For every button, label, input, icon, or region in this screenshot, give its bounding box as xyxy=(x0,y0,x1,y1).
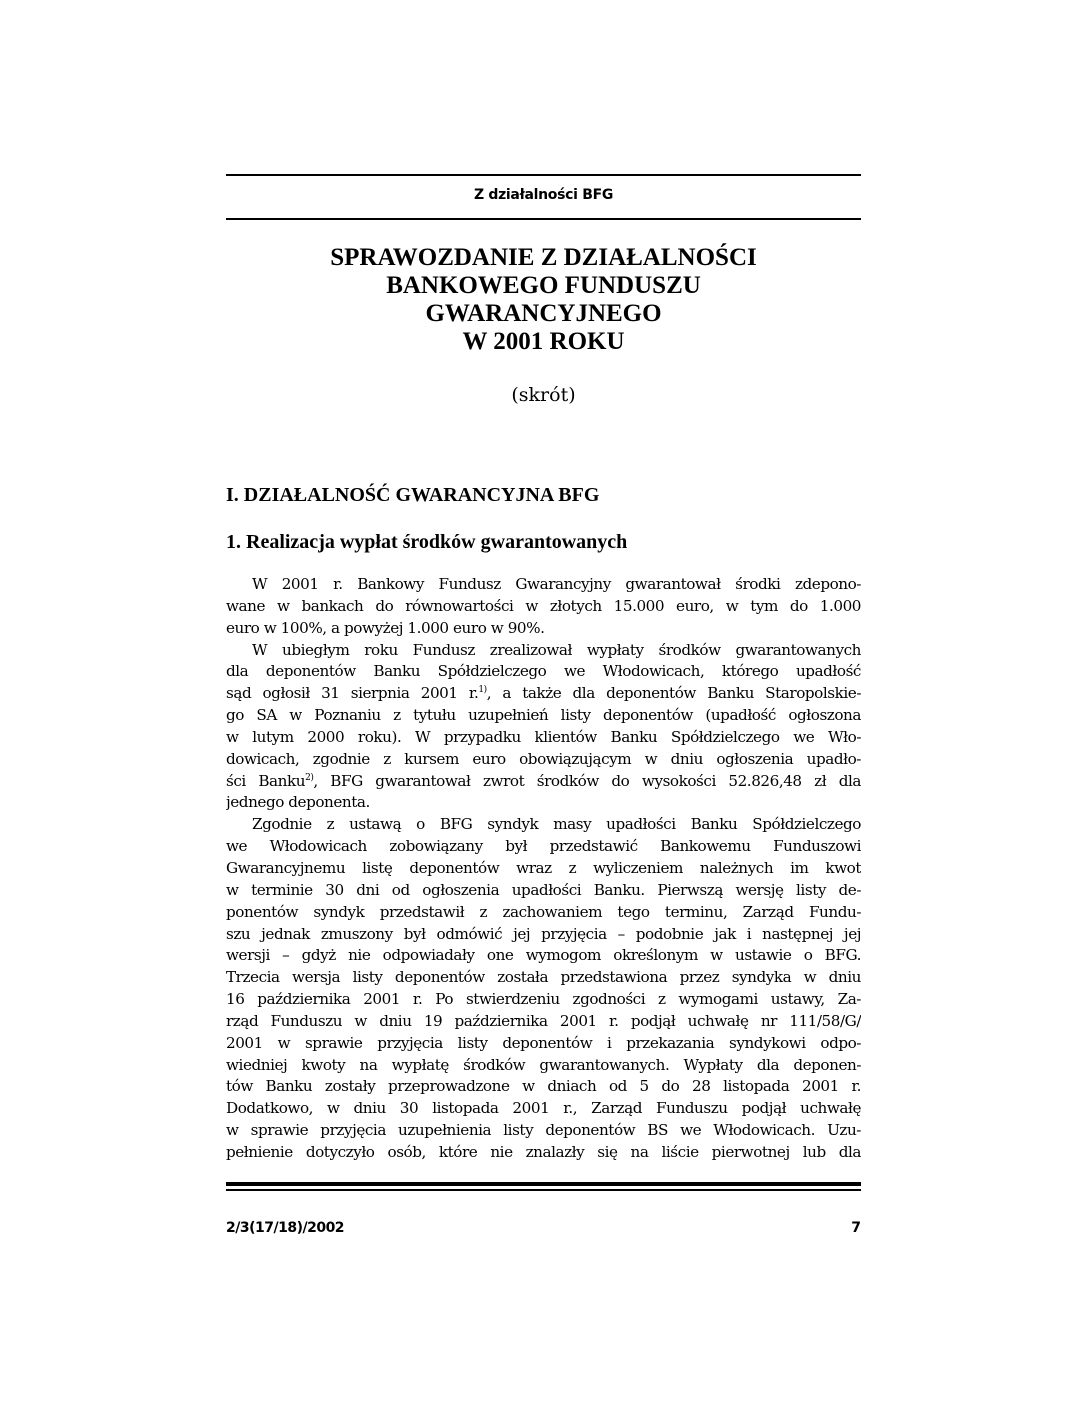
body-line: go SA w Poznaniu z tytułu uzupełnień listy deponentów (upadłość ogłoszona xyxy=(226,706,861,725)
body-line: Dodatkowo, w dniu 30 listopada 2001 r., Zarząd Funduszu podjął uchwałę xyxy=(226,1099,861,1118)
body-line: 2001 w sprawie przyjęcia listy deponentów i przekazania syndykowi odpo- xyxy=(226,1033,861,1052)
footer-thick-rule xyxy=(226,1182,861,1186)
body-line-text: , a także dla deponentów Banku Staropolskie- xyxy=(486,684,861,703)
section-heading: I. DZIAŁALNOŚĆ GWARANCYJNA BFG xyxy=(226,484,600,506)
body-line: ponentów syndyk przedstawił z zachowaniem tego terminu, Zarząd Fundu- xyxy=(226,902,861,921)
running-head: Z działalności BFG xyxy=(473,187,614,203)
body-line: 16 października 2001 r. Po stwierdzeniu zgodności z wymogami ustawy, Za- xyxy=(226,990,861,1009)
body-line: Trzecia wersja listy deponentów została przedstawiona przez syndyka w dniu xyxy=(226,968,861,987)
body-line: wane w bankach do równowartości w złotych 15.000 euro, w tym do 1.000 xyxy=(226,596,861,615)
document-subtitle: (skrót) xyxy=(511,384,576,406)
body-line: dla deponentów Banku Spółdzielczego we Włodowicach, którego upadłość xyxy=(226,662,861,681)
body-line: wiedniej kwoty na wypłatę środków gwarantowanych. Wypłaty dla deponen- xyxy=(226,1055,861,1074)
issue-number: 2/3(17/18)/2002 xyxy=(226,1220,345,1236)
body-line: szu jednak zmuszony był odmówić jej przyjęcia – podobnie jak i następnej jej xyxy=(226,924,861,943)
document-page xyxy=(226,0,861,1408)
body-line: wersji – gdyż nie odpowiadały one wymogom określonym w ustawie o BFG. xyxy=(226,946,861,965)
body-line-text: sąd ogłosił 31 sierpnia 2001 r. xyxy=(226,684,479,703)
body-line: jednego deponenta. xyxy=(226,793,370,812)
title-line: SPRAWOZDANIE Z DZIAŁALNOŚCI xyxy=(330,244,757,271)
body-line xyxy=(226,683,861,705)
header-top-rule xyxy=(226,174,861,176)
title-line: W 2001 ROKU xyxy=(462,328,625,355)
page-number: 7 xyxy=(851,1220,861,1236)
title-line: BANKOWEGO FUNDUSZU xyxy=(386,272,701,299)
body-line: we Włodowicach zobowiązany był przedstawić Bankowemu Funduszowi xyxy=(226,837,861,856)
body-line-text: , BFG gwarantował zwrot środków do wysokości 52.826,48 zł dla xyxy=(313,771,861,790)
footnote-marker[interactable]: 2) xyxy=(305,772,314,783)
body-line: Gwarancyjnemu listę deponentów wraz z wyliczeniem należnych im kwot xyxy=(226,858,861,877)
header-bottom-rule xyxy=(226,218,861,220)
subsection-heading: 1. Realizacja wypłat środków gwarantowanych xyxy=(226,531,628,553)
document-title xyxy=(226,244,861,356)
body-line: pełnienie dotyczyło osób, które nie znalazły się na liście pierwotnej lub dla xyxy=(226,1142,861,1161)
body-line xyxy=(226,771,861,793)
title-line: GWARANCYJNEGO xyxy=(425,300,662,327)
body-line: w terminie 30 dni od ogłoszenia upadłości Banku. Pierwszą wersję listy de- xyxy=(226,880,861,899)
body-line: W ubiegłym roku Fundusz zrealizował wypłaty środków gwarantowanych xyxy=(252,640,861,659)
body-line: rząd Funduszu w dniu 19 października 2001 r. podjął uchwałę nr 111/58/G/ xyxy=(226,1011,861,1030)
body-line: Zgodnie z ustawą o BFG syndyk masy upadłości Banku Spółdzielczego xyxy=(252,815,861,834)
body-line: w lutym 2000 roku). W przypadku klientów Banku Spółdzielczego we Wło- xyxy=(226,727,861,746)
body-line-text: ści Banku xyxy=(226,771,306,790)
body-text xyxy=(226,574,861,1164)
body-line: W 2001 r. Bankowy Fundusz Gwarancyjny gwarantował środki zdepono- xyxy=(252,575,861,593)
footnote-marker[interactable]: 1) xyxy=(478,685,487,696)
body-line: w sprawie przyjęcia uzupełnienia listy deponentów BS we Włodowicach. Uzu- xyxy=(226,1121,861,1140)
body-line: euro w 100%, a powyżej 1.000 euro w 90%. xyxy=(226,618,545,637)
body-line: dowicach, zgodnie z kursem euro obowiązującym w dniu ogłoszenia upadło- xyxy=(226,749,861,768)
footer-thin-rule xyxy=(226,1189,861,1191)
body-line: tów Banku zostały przeprowadzone w dniach od 5 do 28 listopada 2001 r. xyxy=(226,1077,861,1096)
